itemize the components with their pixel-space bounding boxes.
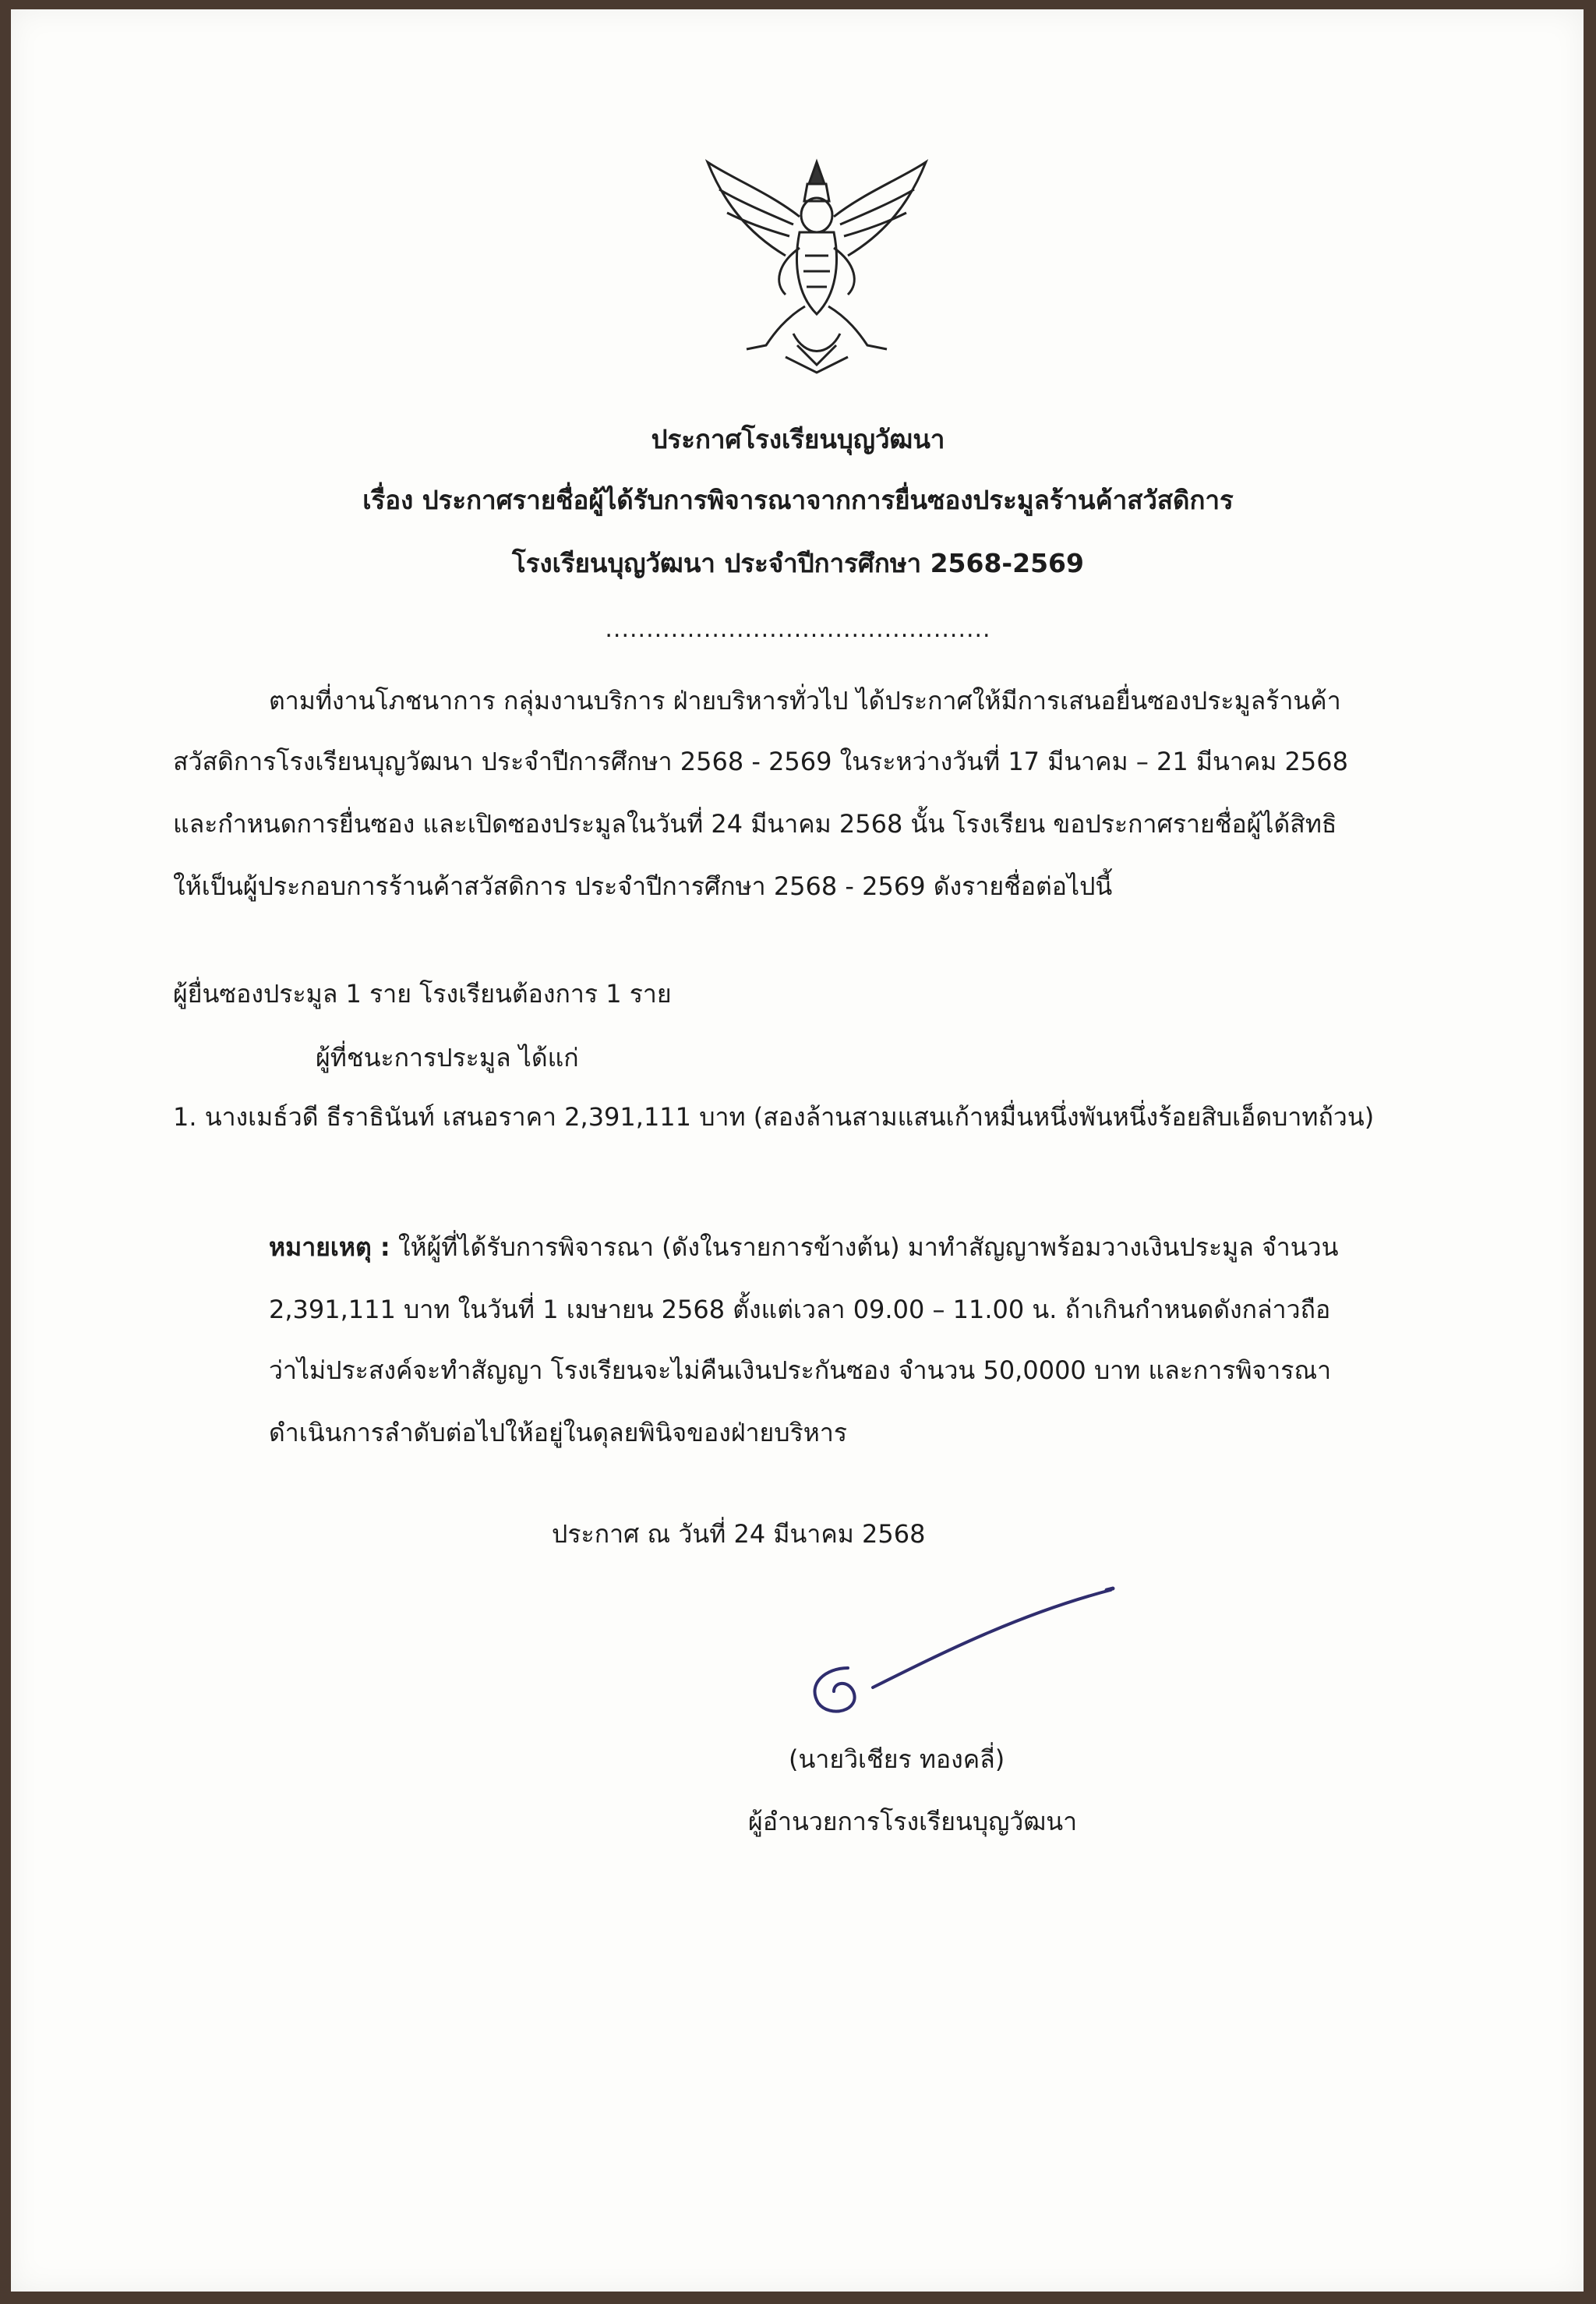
announcement-title: ประกาศโรงเรียนบุญวัฒนา — [651, 424, 945, 454]
announcement-date: ประกาศ ณ วันที่ 24 มีนาคม 2568 — [552, 1519, 926, 1549]
paragraph-line-1: ตามที่งานโภชนาการ กลุ่มงานบริการ ฝ่ายบริหารทั่วไป ได้ประกาศให้มีการเสนอยื่นซองประมูลร้านค้า — [269, 686, 1341, 716]
note-line-4: ดำเนินการลำดับต่อไปให้อยู่ในดุลยพินิจของฝ่ายบริหาร — [269, 1418, 848, 1447]
signature-handwritten — [787, 1559, 1130, 1746]
note-line-2: 2,391,111 บาท ในวันที่ 1 เมษายน 2568 ตั้งแต่เวลา 09.00 – 11.00 น. ถ้าเกินกำหนดดังกล่าวถือ — [269, 1295, 1331, 1324]
announcement-subject: เรื่อง ประกาศรายชื่อผู้ได้รับการพิจารณาจากการยื่นซองประมูลร้านค้าสวัสดิการ — [362, 485, 1234, 515]
paragraph-line-4: ให้เป็นผู้ประกอบการร้านค้าสวัสดิการ ประจำปีการศึกษา 2568 - 2569 ดังรายชื่อต่อไปนี้ — [173, 871, 1113, 901]
note-line-1 — [269, 1228, 1338, 1267]
bidders-line: ผู้ยื่นซองประมูล 1 ราย โรงเรียนต้องการ 1 ราย — [173, 979, 672, 1009]
signer-title: ผู้อำนวยการโรงเรียนบุญวัฒนา — [748, 1807, 1078, 1836]
divider-dots: ............................................... — [605, 616, 991, 643]
signer-name: (นายวิเชียร ทองคลี่) — [789, 1744, 1005, 1774]
paragraph-line-3: และกำหนดการยื่นซอง และเปิดซองประมูลในวันที่ 24 มีนาคม 2568 นั้น โรงเรียน ขอประกาศรายชื่อผู้ได้สิทธิ — [173, 809, 1337, 839]
winners-heading: ผู้ที่ชนะการประมูล ได้แก่ — [316, 1043, 579, 1072]
note-text: ให้ผู้ที่ได้รับการพิจารณา (ดังในรายการข้างต้น) มาทำสัญญาพร้อมวางเงินประมูล จำนวน — [390, 1232, 1339, 1262]
note-label: หมายเหตุ : — [269, 1232, 390, 1262]
winner-item: 1. นางเมธ์วดี ธีราธินันท์ เสนอราคา 2,391,111 บาท (สองล้านสามแสนเก้าหมื่นหนึ่งพันหนึ่งร้อยสิบเอ็ดบาทถ้วน) — [173, 1102, 1375, 1132]
announcement-subject-line2: โรงเรียนบุญวัฒนา ประจำปีการศึกษา 2568-2569 — [512, 548, 1084, 578]
note-line-3: ว่าไม่ประสงค์จะทำสัญญา โรงเรียนจะไม่คืนเงินประกันซอง จำนวน 50,0000 บาท และการพิจารณา — [269, 1355, 1332, 1385]
paragraph-line-2: สวัสดิการโรงเรียนบุญวัฒนา ประจำปีการศึกษา 2568 - 2569 ในระหว่างวันที่ 17 มีนาคม – 21 มีนาคม 2568 — [173, 747, 1348, 776]
garuda-emblem-icon — [700, 147, 934, 380]
